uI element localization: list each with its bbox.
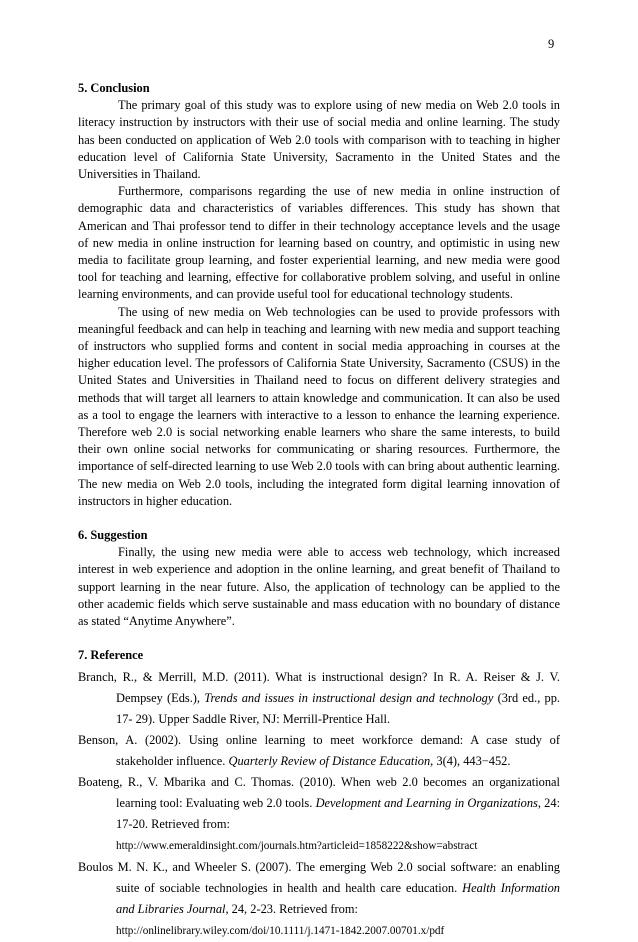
reference-text: Boulos M. N. K., and Wheeler S. (2007). The emerging Web 2.0 social software: an enabling suite of sociable technologies in health and health care education. bbox=[78, 859, 560, 895]
reference-source-title: Development and Learning in Organizations bbox=[315, 795, 538, 810]
reference-source-title: Health Information and Libraries Journal bbox=[116, 880, 560, 916]
conclusion-paragraph-2: Furthermore, comparisons regarding the use of new media in online instruction of demographic data and characteristics of variables differences. This study has shown that American and Thai professor tend to differ in their technology acceptance levels and the usage of new media in online instruction for learning based on country, and optimistic in using new media to facilitate group learning, and foster experiential learning, and new media were good tool for teaching and learning, effective for collaborative problem solving, and useful in online learning environments, and can provide useful tool for educational technology students. bbox=[78, 184, 560, 302]
reference-entry bbox=[78, 667, 560, 730]
reference-details: (3rd ed., pp. 17- 29). Upper Saddle River, NJ: Merrill-Prentice Hall. bbox=[116, 690, 560, 726]
suggestion-heading: 6. Suggestion bbox=[78, 528, 148, 543]
reference-text: Boateng, R., V. Mbarika and C. Thomas. (2010). When web 2.0 becomes an organizational learning tool: Evaluating web 2.0 tools. bbox=[78, 774, 560, 810]
suggestion-paragraph: Finally, the using new media were able to access web technology, which increased interest in web experience and adoption in the online learning, and great benefit of Thailand to support learning in the near future. Also, the application of technology can be applied to the other academic fields which serve sustainable and mass education with no boundary of distance as stated “Anytime Anywhere”. bbox=[78, 545, 560, 629]
reference-details: , 24, 2-23. Retrieved from: bbox=[225, 901, 358, 916]
reference-source-title: Quarterly Review of Distance Education bbox=[228, 753, 431, 768]
reference-entry bbox=[78, 857, 560, 942]
conclusion-heading: 5. Conclusion bbox=[78, 81, 150, 95]
reference-source-title: Trends and issues in instructional design and technology bbox=[204, 690, 494, 705]
reference-entry bbox=[78, 772, 560, 857]
reference-section bbox=[78, 647, 560, 941]
suggestion-section bbox=[78, 527, 560, 630]
conclusion-paragraph-3: The using of new media on Web technologies can be used to provide professors with meaningful feedback and can help in teaching and learning with new media and support teaching of instructors who supplied forms and content in social media approaching in courses at the higher education level. The professors of California State University, Sacramento (CSUS) in the United States and Universities in Thailand need to focus on different delivery strategies and methods that will target all learners to attain knowledge and communication. It can also be used as a tool to engage the learners with interactive to a lesson to enhance the learning experience. Therefore web 2.0 is social networking enable learners who share the same interests, to build their own online social networks for communicating or sharing resources. Furthermore, the importance of self-directed learning to use Web 2.0 tools with can bring about authentic learning. The new media on Web 2.0 tools, including the integrated form digital learning innovation of instructors in higher education. bbox=[78, 304, 560, 508]
reference-details: , 24: 17-20. Retrieved from: bbox=[116, 795, 561, 831]
conclusion-section bbox=[78, 80, 560, 510]
reference-entry bbox=[78, 730, 560, 772]
reference-url[interactable]: http://www.emeraldinsight.com/journals.htm?articleid=1858222&show=abstract bbox=[116, 839, 478, 852]
reference-details: , 3(4), 443−452. bbox=[430, 753, 511, 768]
reference-url[interactable]: http://onlinelibrary.wiley.com/doi/10.1111/j.1471-1842.2007.00701.x/pdf bbox=[116, 924, 445, 937]
page-content bbox=[78, 80, 560, 942]
reference-text: Benson, A. (2002). Using online learning to meet workforce demand: A case study of stakeholder influence. bbox=[78, 732, 560, 768]
page-number: 9 bbox=[548, 37, 555, 51]
conclusion-paragraph-1: The primary goal of this study was to explore using of new media on Web 2.0 tools in literacy instruction by instructors with their use of social media and online learning. The study has been conducted on application of Web 2.0 tools with comparison with to teaching in higher education level of California State University, Sacramento in the United States and the Universities in Thailand. bbox=[78, 98, 560, 182]
reference-heading: 7. Reference bbox=[78, 648, 144, 663]
reference-text: Branch, R., & Merrill, M.D. (2011). What is instructional design? In R. A. Reiser & J. V. Dempsey (Eds.), bbox=[78, 669, 560, 705]
